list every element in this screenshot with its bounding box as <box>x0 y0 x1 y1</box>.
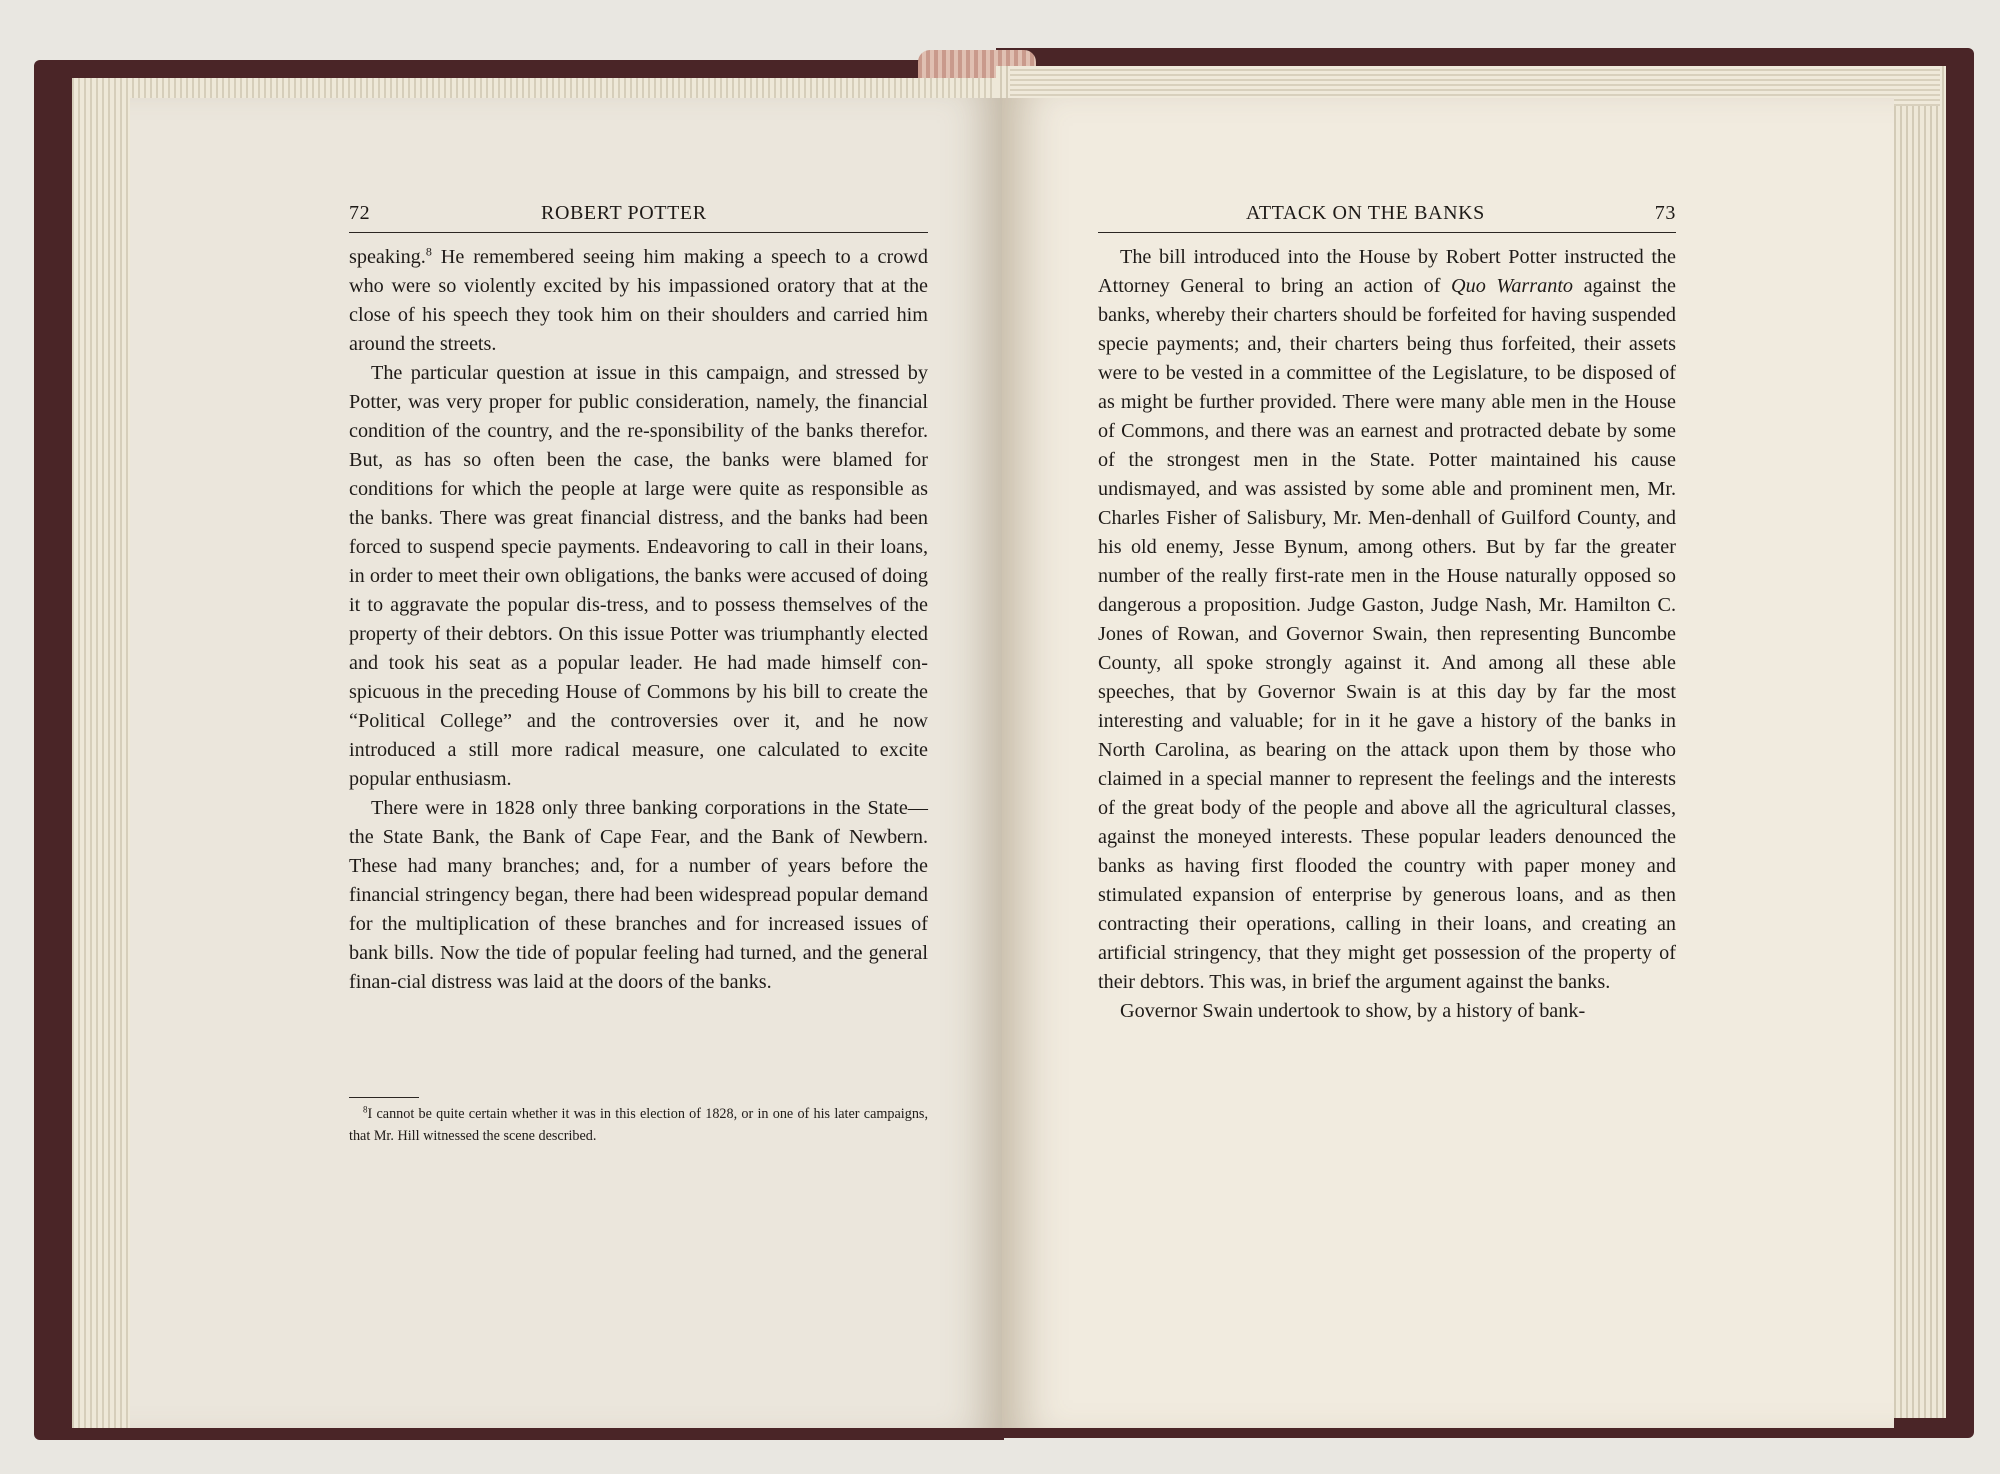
right-page-number: 73 <box>1654 202 1676 224</box>
right-text-column <box>1098 243 1676 1026</box>
right-running-title: ATTACK ON THE BANKS <box>1246 202 1485 224</box>
paragraph: The bill introduced into the House by Robert Potter instructed the Attorney General to bring an action of Quo Warranto against the banks, whereby their charters should be forfeited for having suspended specie payments; and, their charters being thus forfeited, their assets were to be vested in a committee of the Legislature, to be disposed of as might be further provided. There were many able men in the House of Commons, and there was an earnest and protracted debate by some of the strongest men in the State. Potter maintained his cause undismayed, and was assisted by some able and prominent men, Mr. Charles Fisher of Salisbury, Mr. Men-denhall of Guilford County, and his old enemy, Jesse Bynum, among others. But by far the greater number of the really first-rate men in the House naturally opposed so dangerous a proposition. Judge Gaston, Judge Nash, Mr. Hamilton C. Jones of Rowan, and Governor Swain, then representing Buncombe County, all spoke strongly against it. And among all these able speeches, that by Governor Swain is at this day by far the most interesting and valuable; for in it he gave a history of the banks in North Carolina, as bearing on the attack upon them by those who claimed in a special manner to represent the feelings and the interests of the great body of the people and above all the agricultural classes, against the moneyed interests. These popular leaders denounced the banks as having first flooded the country with paper money and stimulated expansion of enterprise by generous loans, and as then contracting their operations, calling in their loans, and creating an artificial stringency, that they might get possession of the property of their debtors. This was, in brief the argument against the banks. <box>1098 246 1676 993</box>
paragraph: There were in 1828 only three banking corporations in the State—the State Bank, the Bank of Cape Fear, and the Bank of Newbern. These had many branches; and, for a number of years before the financial stringency began, there had been widespread popular demand for the multiplication of these branches and for increased issues of bank bills. Now the tide of popular feeling had turned, and the general finan-cial distress was laid at the doors of the banks. <box>349 797 928 993</box>
left-text-column <box>349 243 928 997</box>
footnote-divider <box>349 1097 419 1098</box>
paragraph: Governor Swain undertook to show, by a history of bank- <box>1120 1000 1586 1022</box>
right-running-head <box>1098 202 1676 233</box>
italic-term: Quo Warranto <box>1451 275 1574 297</box>
left-page-number: 72 <box>349 202 371 224</box>
paragraph: speaking.$^8$ He remembered seeing him making a speech to a crowd who were so violently excited by his impassioned oratory that at the close of his speech they took him on their shoulders and carried him around the streets. <box>349 244 928 355</box>
paragraph: The particular question at issue in this campaign, and stressed by Potter, was very proper for public consideration, namely, the financial condition of the country, and the re-sponsibility of the banks therefor. But, as has so often been the case, the banks were blamed for conditions for which the people at large were quite as responsible as the banks. There was great financial distress, and the banks had been forced to suspend specie payments. Endeavoring to call in their loans, in order to meet their own obligations, the banks were accused of doing it to aggravate the popular dis-tress, and to possess themselves of the property of their debtors. On this issue Potter was triumphantly elected and took his seat as a popular leader. He had made himself con-spicuous in the preceding House of Commons by his bill to create the “Political College” and the controversies over it, and he now introduced a still more radical measure, one calculated to excite popular enthusiasm. <box>349 362 928 790</box>
left-running-head <box>349 202 928 233</box>
footnote-marker: 8 <box>425 244 432 259</box>
footnote: $^8$I cannot be quite certain whether it was in this election of 1828, or in one of his later campaigns, that Mr. Hill witnessed the scene described. <box>349 1104 928 1144</box>
left-running-title: ROBERT POTTER <box>541 202 707 224</box>
